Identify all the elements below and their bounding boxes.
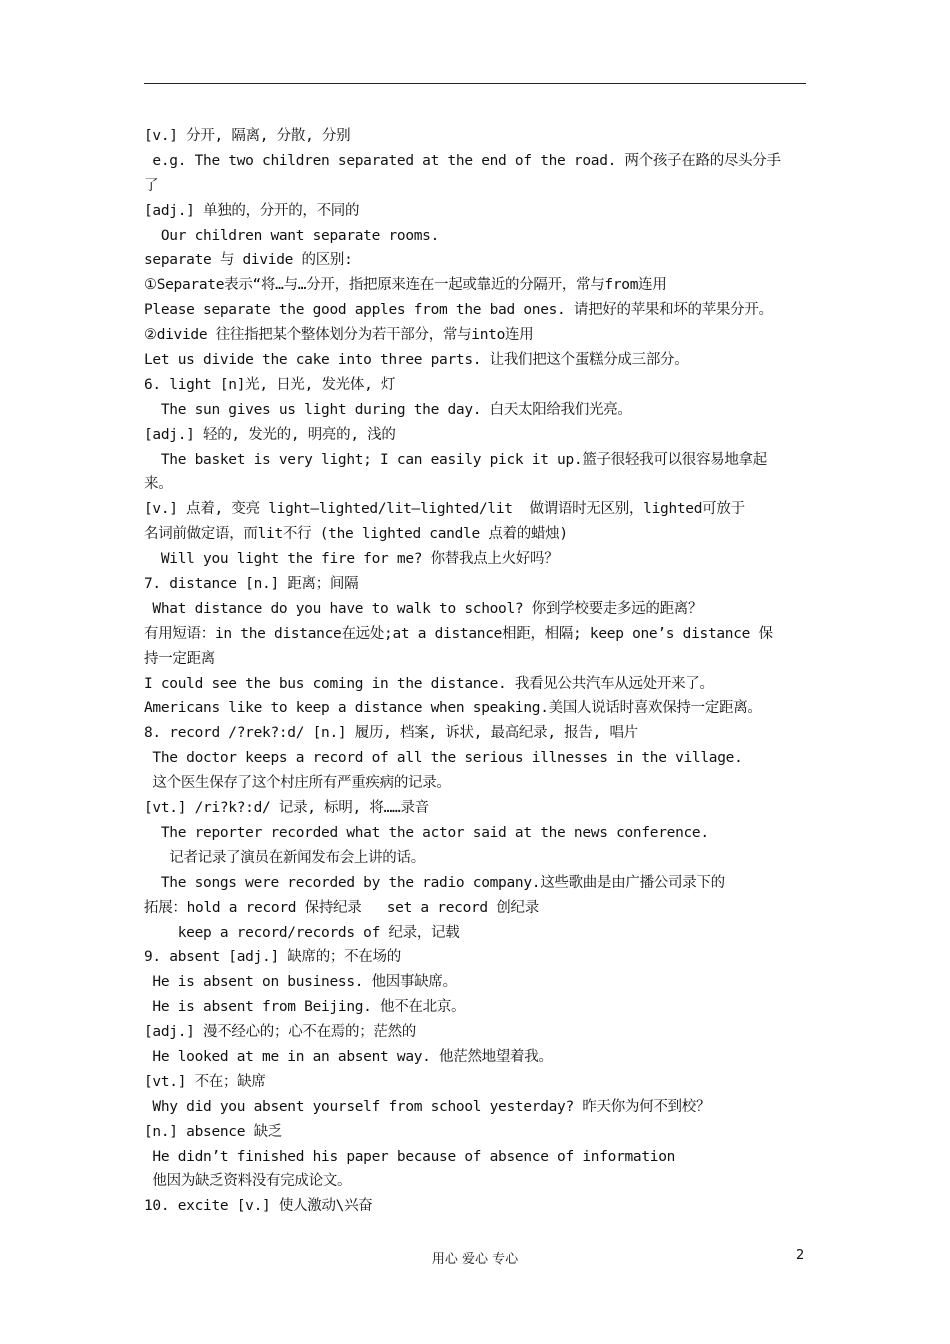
- text-line: separate 与 divide 的区别:: [144, 252, 353, 269]
- text-line: The reporter recorded what the actor said at the news conference.: [144, 824, 709, 841]
- document-body: [144, 124, 808, 1219]
- text-line: Let us divide the cake into three parts. 让我们把这个蛋糕分成三部分。: [144, 352, 689, 369]
- text-line: 拓展：hold a record 保持纪录 set a record 创纪录: [144, 899, 539, 916]
- text-line: [vt.] /ri?k?:d/ 记录, 标明, 将……录音: [144, 800, 429, 817]
- text-line: 有用短语：in the distance在远处;at a distance相距，相隔; keep one’s distance 保: [144, 625, 773, 642]
- text-line: [adj.] 漫不经心的；心不在焉的；茫然的: [144, 1024, 417, 1041]
- page-footer: [0, 1248, 950, 1268]
- text-line: 7. distance [n.] 距离；间隔: [144, 576, 359, 593]
- text-line: 名词前做定语，而lit不行 (the lighted candle 点着的蜡烛): [144, 526, 568, 543]
- text-line: [adj.] 轻的, 发光的, 明亮的, 浅的: [144, 426, 396, 443]
- text-line: He didn’t finished his paper because of absence of information: [144, 1148, 676, 1165]
- text-line: Why did you absent yourself from school yesterday? 昨天你为何不到校？: [144, 1098, 711, 1115]
- text-line: 8. record /?rek?:d/ [n.] 履历, 档案, 诉状, 最高纪录, 报告, 唱片: [144, 725, 638, 742]
- text-line: 来。: [144, 476, 173, 493]
- text-line: He looked at me in an absent way. 他茫然地望着我。: [144, 1048, 553, 1065]
- text-line: keep a record/records of 纪录，记载: [144, 924, 460, 941]
- text-line: The doctor keeps a record of all the serious illnesses in the village.: [144, 750, 743, 767]
- text-line: He is absent on business. 他因事缺席。: [144, 974, 457, 991]
- text-line: [v.] 分开, 隔离, 分散, 分别: [144, 128, 351, 144]
- text-line: ②divide 往往指把某个整体划分为若干部分，常与into连用: [144, 327, 534, 344]
- text-line: 他因为缺乏资料没有完成论文。: [144, 1173, 352, 1190]
- text-line: 了: [144, 177, 159, 194]
- text-line: [vt.] 不在；缺席: [144, 1073, 266, 1090]
- page-number: 2: [796, 1248, 805, 1263]
- text-line: Americans like to keep a distance when speaking.美国人说话时喜欢保持一定距离。: [144, 700, 762, 717]
- text-line: 10. excite [v.] 使人激动\兴奋: [144, 1198, 373, 1215]
- text-line: 持一定距离: [144, 650, 215, 667]
- text-line: Our children want separate rooms.: [144, 227, 440, 244]
- text-line: e.g. The two children separated at the end of the road. 两个孩子在路的尽头分手: [144, 152, 781, 169]
- text-line: Will you light the fire for me? 你替我点上火好吗？: [144, 551, 559, 568]
- footer-text: 用心 爱心 专心: [431, 1252, 519, 1267]
- text-line: [adj.] 单独的，分开的，不同的: [144, 202, 360, 219]
- header-rule: [144, 83, 806, 84]
- text-line: [n.] absence 缺乏: [144, 1123, 282, 1140]
- text-line: ①Separate表示“将…与…分开，指把原来连在一起或靠近的分隔开，常与from连用: [144, 277, 667, 294]
- text-line: What distance do you have to walk to school? 你到学校要走多远的距离？: [144, 600, 703, 617]
- text-line: 记者记录了演员在新闻发布会上讲的话。: [144, 849, 425, 866]
- text-line: The basket is very light; I can easily pick it up.篮子很轻我可以很容易地拿起: [144, 451, 767, 468]
- text-line: He is absent from Beijing. 他不在北京。: [144, 999, 466, 1016]
- text-line: 9. absent [adj.] 缺席的；不在场的: [144, 949, 401, 966]
- text-line: 6. light [n]光, 日光, 发光体, 灯: [144, 376, 396, 393]
- text-line: I could see the bus coming in the distance. 我看见公共汽车从远处开来了。: [144, 675, 714, 692]
- text-line: [v.] 点着, 变亮 light—lighted/lit—lighted/lit 做谓语时无区别，lighted可放于: [144, 501, 745, 518]
- text-line: Please separate the good apples from the bad ones. 请把好的苹果和坏的苹果分开。: [144, 302, 773, 319]
- text-line: The songs were recorded by the radio company.这些歌曲是由广播公司录下的: [144, 874, 725, 891]
- text-line: 这个医生保存了这个村庄所有严重疾病的记录。: [144, 775, 451, 792]
- text-line: The sun gives us light during the day. 白天太阳给我们光亮。: [144, 401, 632, 418]
